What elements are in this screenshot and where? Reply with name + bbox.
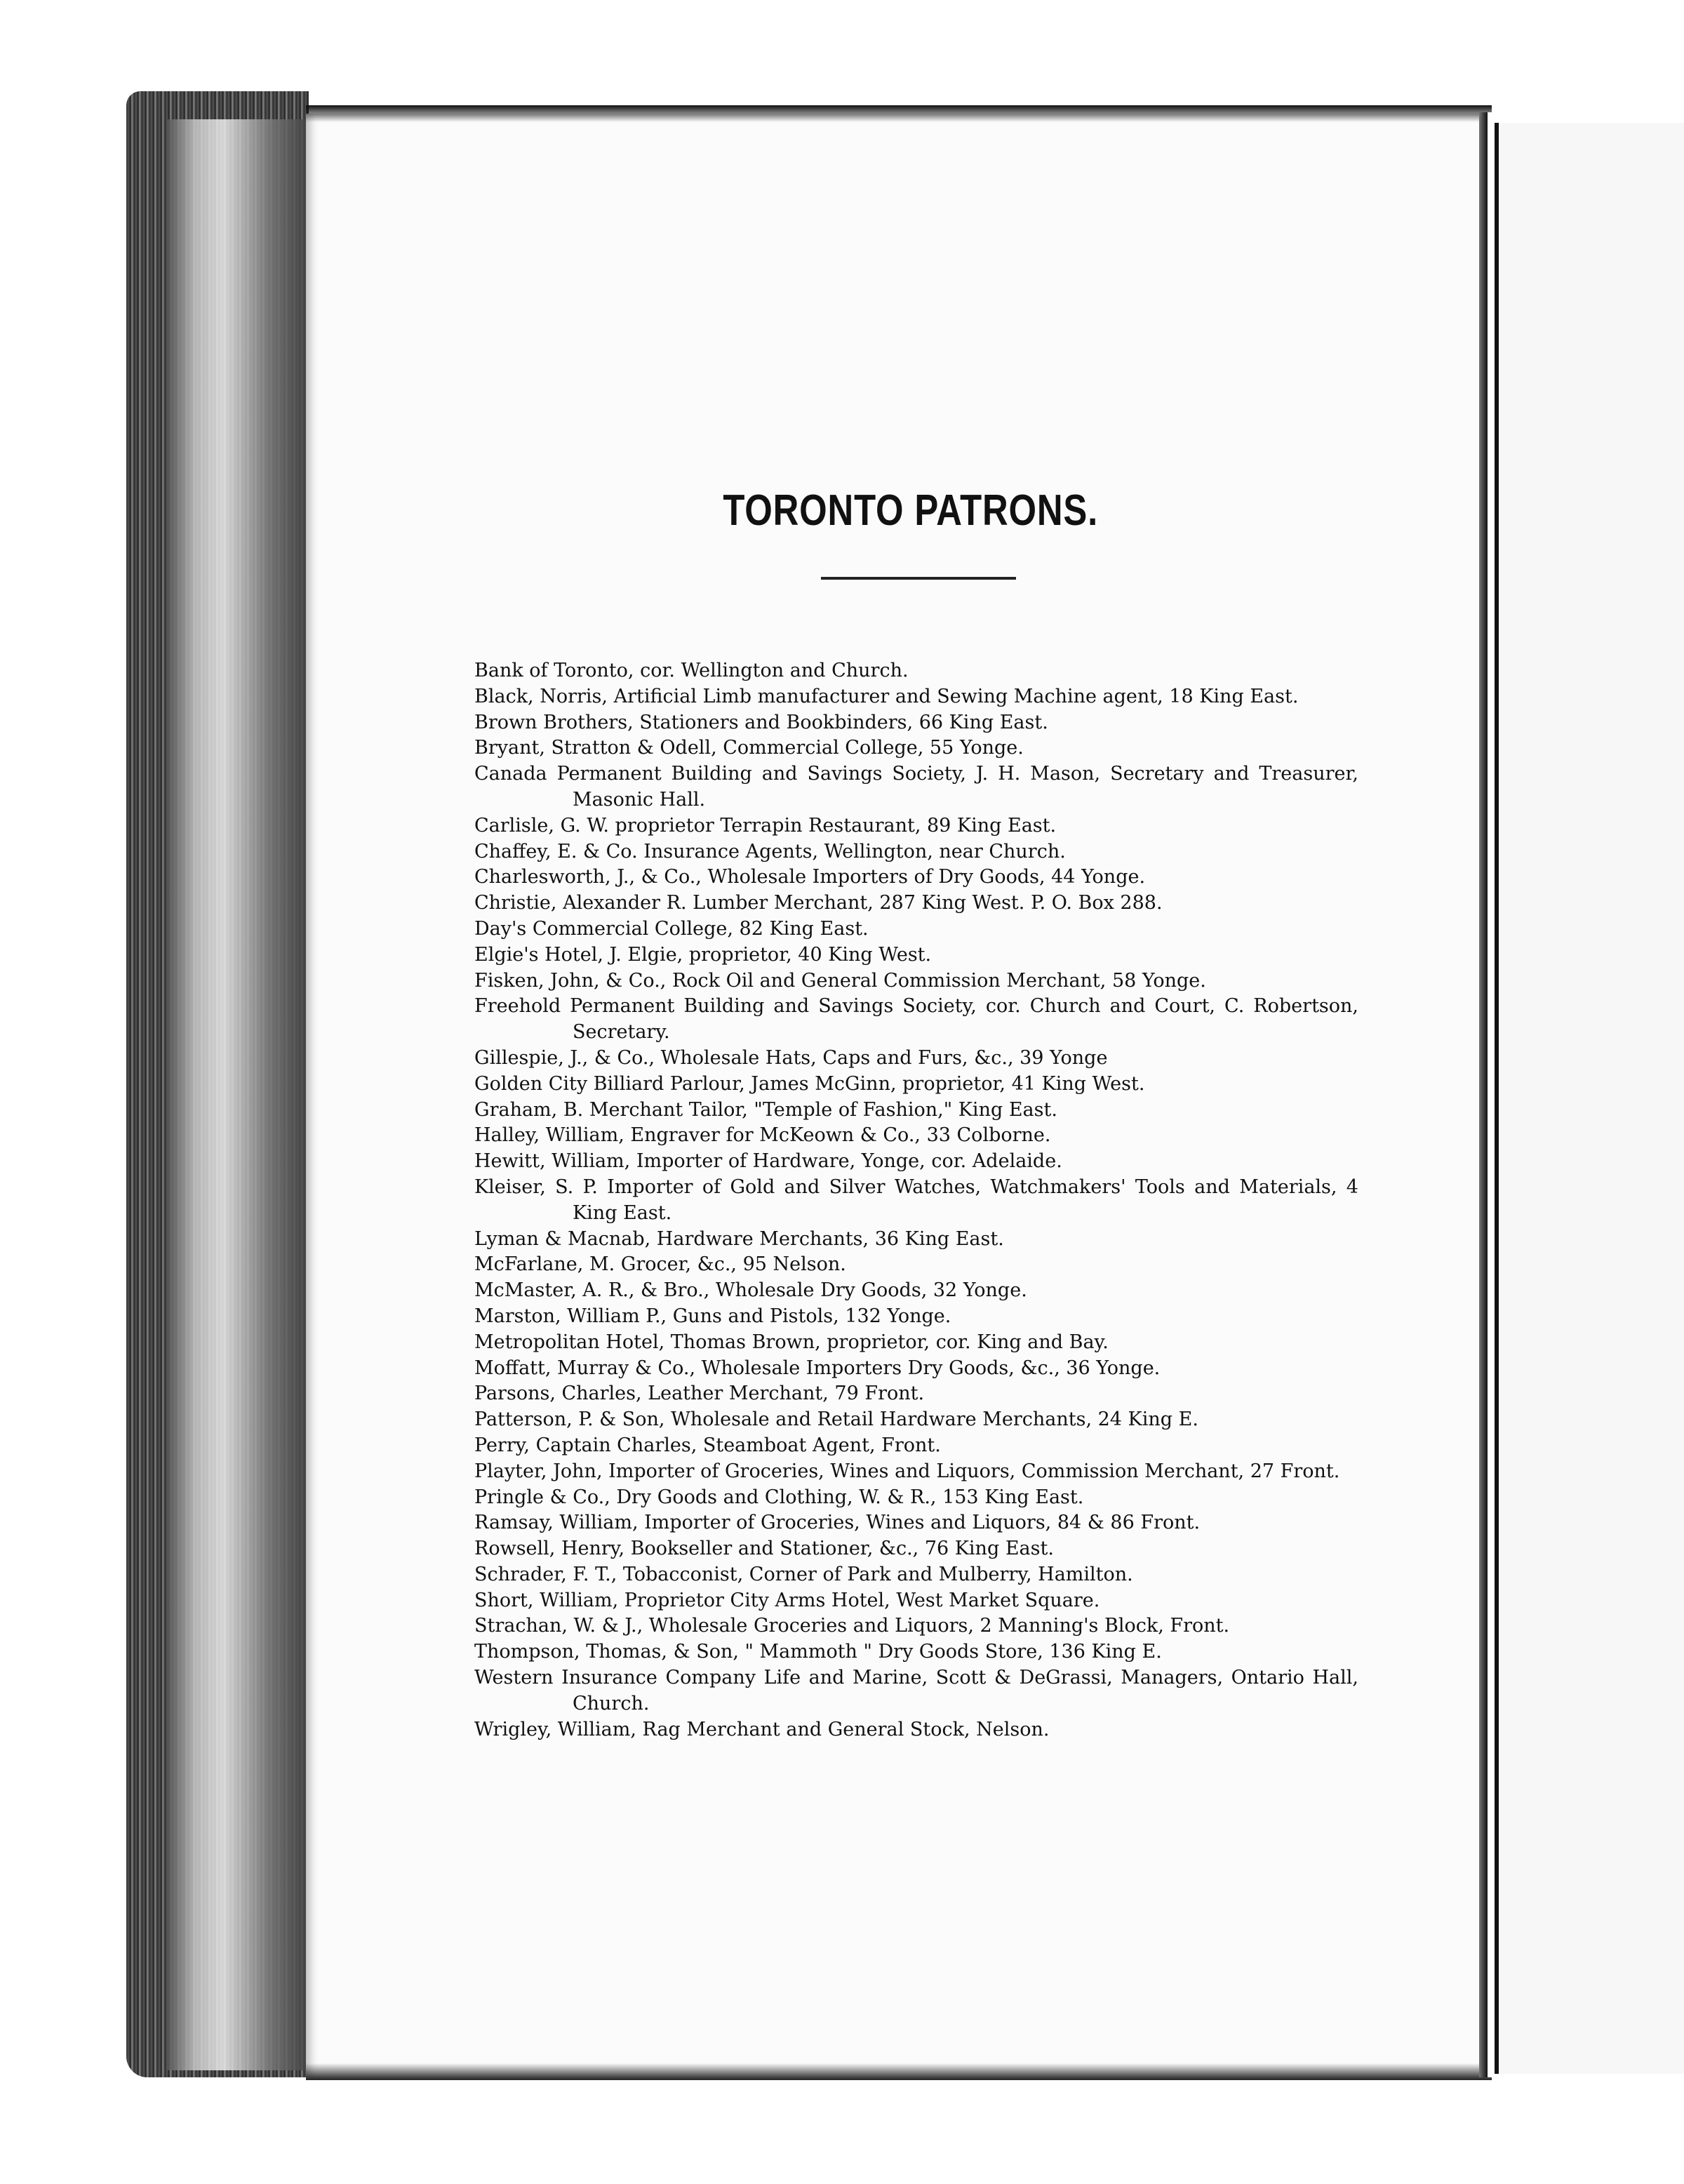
patron-entry: Hewitt, William, Importer of Hardware, Yonge, cor. Adelaide. bbox=[474, 1150, 1062, 1173]
patron-entry: McFarlane, M. Grocer, &c., 95 Nelson. bbox=[474, 1253, 846, 1276]
patron-entry: Playter, John, Importer of Groceries, Wines and Liquors, Commission Merchant, 27 Front. bbox=[474, 1460, 1340, 1482]
patron-entry: McMaster, A. R., & Bro., Wholesale Dry Goods, 32 Yonge. bbox=[474, 1279, 1027, 1302]
patron-entry: Halley, William, Engraver for McKeown & Co., 33 Colborne. bbox=[474, 1124, 1051, 1147]
patron-entry: Marston, William P., Guns and Pistols, 132 Yonge. bbox=[474, 1305, 951, 1327]
patron-list bbox=[474, 658, 1358, 1743]
patron-entry: Bryant, Stratton & Odell, Commercial College, 55 Yonge. bbox=[474, 737, 1024, 759]
title-rule bbox=[821, 577, 1016, 580]
patron-entry: Day's Commercial College, 82 King East. bbox=[474, 917, 869, 940]
patron-entry: Elgie's Hotel, J. Elgie, proprietor, 40 King West. bbox=[474, 943, 932, 966]
patron-entry: Moffatt, Murray & Co., Wholesale Importers Dry Goods, &c., 36 Yonge. bbox=[474, 1357, 1161, 1379]
patron-entry: Ramsay, William, Importer of Groceries, Wines and Liquors, 84 & 86 Front. bbox=[474, 1512, 1201, 1534]
patron-entry: Short, William, Proprietor City Arms Hotel, West Market Square. bbox=[474, 1589, 1100, 1611]
patron-entry: Carlisle, G. W. proprietor Terrapin Restaurant, 89 King East. bbox=[474, 814, 1057, 837]
patron-entry: Fisken, John, & Co., Rock Oil and General Commission Merchant, 58 Yonge. bbox=[474, 969, 1206, 992]
patron-entry: Metropolitan Hotel, Thomas Brown, proprietor, cor. King and Bay. bbox=[474, 1331, 1109, 1353]
patron-entry: Freehold Permanent Building and Savings Society, cor. Church and Court, C. Robertson, Secretary. bbox=[474, 995, 1358, 1044]
patron-entry: Chaffey, E. & Co. Insurance Agents, Wellington, near Church. bbox=[474, 840, 1066, 863]
patron-entry: Canada Permanent Building and Savings Society, J. H. Mason, Secretary and Treasurer, Masonic Hall. bbox=[474, 763, 1358, 811]
patron-entry: Charlesworth, J., & Co., Wholesale Importers of Dry Goods, 44 Yonge. bbox=[474, 866, 1146, 888]
patron-entry: Lyman & Macnab, Hardware Merchants, 36 King East. bbox=[474, 1227, 1004, 1250]
patron-entry: Golden City Billiard Parlour, James McGinn, proprietor, 41 King West. bbox=[474, 1072, 1145, 1095]
patron-entry: Black, Norris, Artificial Limb manufacturer and Sewing Machine agent, 18 King East. bbox=[474, 685, 1299, 707]
patron-entry: Western Insurance Company Life and Marine, Scott & DeGrassi, Managers, Ontario Hall, Church. bbox=[474, 1667, 1358, 1714]
patron-entry: Gillespie, J., & Co., Wholesale Hats, Caps and Furs, &c., 39 Yonge bbox=[474, 1046, 1108, 1069]
patron-entry: Perry, Captain Charles, Steamboat Agent, Front. bbox=[474, 1434, 941, 1456]
patron-entry: Schrader, F. T., Tobacconist, Corner of Park and Mulberry, Hamilton. bbox=[474, 1563, 1133, 1585]
facing-page bbox=[1495, 123, 1684, 2074]
patron-entry: Thompson, Thomas, & Son, " Mammoth " Dry Goods Store, 136 King E. bbox=[474, 1641, 1162, 1663]
patron-entry: Parsons, Charles, Leather Merchant, 79 Front. bbox=[474, 1383, 925, 1405]
patron-entry: Strachan, W. & J., Wholesale Groceries and Liquors, 2 Manning's Block, Front. bbox=[474, 1615, 1230, 1637]
patron-entry: Bank of Toronto, cor. Wellington and Church. bbox=[474, 660, 909, 681]
page-bottom-shadow bbox=[306, 2063, 1492, 2080]
patron-entry: Patterson, P. & Son, Wholesale and Retail Hardware Merchants, 24 King E. bbox=[474, 1409, 1198, 1431]
patron-entry: Brown Brothers, Stationers and Bookbinders, 66 King East. bbox=[474, 711, 1048, 733]
patron-entry: Graham, B. Merchant Tailor, "Temple of Fashion," King East. bbox=[474, 1098, 1057, 1121]
patron-entry: Christie, Alexander R. Lumber Merchant, 287 King West. P. O. Box 288. bbox=[474, 892, 1163, 914]
book-page-edges-highlight bbox=[167, 119, 307, 2070]
patron-entry: Kleiser, S. P. Importer of Gold and Silver Watches, Watchmakers' Tools and Materials, 4 King East. bbox=[474, 1176, 1358, 1224]
patron-entry: Rowsell, Henry, Bookseller and Stationer, &c., 76 King East. bbox=[474, 1538, 1054, 1560]
patron-entry: Wrigley, William, Rag Merchant and General Stock, Nelson. bbox=[474, 1718, 1050, 1740]
page-title: TORONTO PATRONS. bbox=[723, 486, 1099, 535]
page-top-shadow bbox=[306, 105, 1492, 122]
patron-entry: Pringle & Co., Dry Goods and Clothing, W. & R., 153 King East. bbox=[474, 1486, 1084, 1508]
page-spine-shadow bbox=[1479, 112, 1488, 2077]
